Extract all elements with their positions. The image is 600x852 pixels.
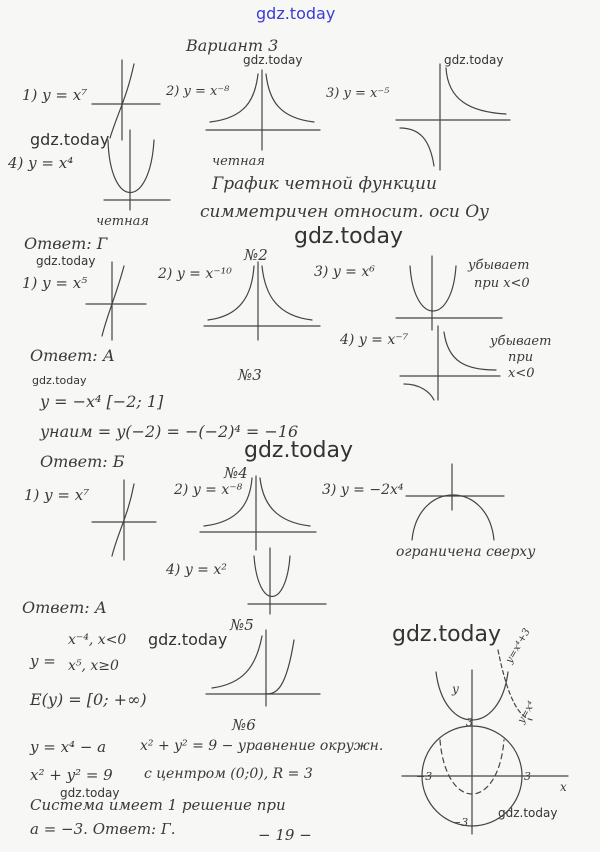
task4-formula-3: 3) y = −2x⁴ [322, 482, 404, 498]
watermark-top: gdz.today [256, 4, 336, 23]
task4-formula-4: 4) y = x² [166, 562, 227, 578]
graph-curve-label: y=x⁴ [516, 699, 538, 726]
graph-x2 [248, 548, 326, 614]
watermark: gdz.today [244, 438, 354, 463]
task1-formula-3: 3) y = x⁻⁵ [326, 86, 390, 101]
task2-formula-1: 1) y = x⁵ [22, 274, 88, 292]
task1-formula-1: 1) y = x⁷ [22, 86, 88, 104]
watermark: gdz.today [294, 224, 404, 249]
task1-note: симметричен относит. оси Oy [200, 202, 489, 222]
task6-equation: x² + y² = 9 [30, 766, 113, 784]
task1-formula-4: 4) y = x⁴ [8, 154, 74, 172]
task2-decreasing-note: убывает [490, 334, 552, 349]
graph-x-minus-7 [400, 326, 500, 400]
task2-answer: Ответ: А [30, 346, 115, 365]
task6-circle-note: с центром (0;0), R = 3 [144, 766, 313, 782]
task6-conclusion: a = −3. Ответ: Г. [30, 820, 176, 838]
task2-formula-3: 3) y = x⁶ [314, 264, 375, 280]
task6-equation: y = x⁴ − a [30, 738, 107, 756]
page-number: − 19 − [258, 826, 312, 844]
task4-number: №4 [224, 464, 248, 482]
graph-minus-2x4 [406, 464, 504, 540]
watermark: gdz.today [444, 53, 504, 67]
watermark: gdz.today [60, 786, 120, 800]
graph-label: −3 [416, 770, 433, 783]
graph-curve-label: y=x⁴+3 [504, 626, 533, 666]
graph-x5 [86, 262, 146, 340]
task3-line: y = −x⁴ [−2; 1] [40, 392, 164, 411]
graph-x-minus-8-task4 [200, 476, 316, 550]
task1-even-label: четная [212, 154, 266, 169]
task1-formula-2: 2) y = x⁻⁸ [166, 84, 230, 99]
task6-conclusion: Система имеет 1 решение при [30, 796, 286, 814]
variant-title: Вариант 3 [186, 36, 279, 55]
watermark: gdz.today [36, 254, 96, 268]
task3-line: yнаим = y(−2) = −(−2)⁴ = −16 [40, 422, 299, 441]
graph-x-minus-8 [206, 70, 320, 150]
graph-label: −3 [452, 816, 469, 829]
task2-decreasing-note: при [508, 350, 534, 365]
watermark: gdz.today [32, 374, 87, 387]
task5-y: y = [30, 652, 56, 670]
task2-decreasing-note: при x<0 [474, 276, 530, 291]
graph-x6 [396, 256, 502, 330]
graph-piecewise [206, 630, 320, 706]
graph-x-minus-10 [204, 262, 320, 340]
task4-bounded-note: ограничена сверху [396, 544, 536, 560]
task2-decreasing-note: убывает [468, 258, 530, 273]
task5-case: x⁻⁴, x<0 [68, 632, 127, 648]
task6-circle-note: x² + y² = 9 − уравнение окружн. [140, 738, 384, 754]
task5-range: E(y) = [0; +∞) [30, 690, 147, 709]
task5-number: №5 [230, 616, 254, 634]
graph-circle-system [402, 650, 568, 834]
graph-axis-label: x [560, 780, 567, 794]
task4-formula-1: 1) y = x⁷ [24, 486, 90, 504]
graph-x7 [92, 60, 160, 140]
task4-answer: Ответ: А [22, 598, 107, 617]
graph-x7-task4 [92, 480, 156, 560]
task2-formula-2: 2) y = x⁻¹⁰ [158, 266, 232, 282]
graph-label: 3 [466, 716, 473, 729]
task1-answer: Ответ: Г [24, 234, 108, 253]
watermark: gdz.today [392, 622, 502, 647]
graph-axis-label: y [452, 682, 459, 696]
watermark: gdz.today [243, 53, 303, 67]
graph-x4 [104, 130, 170, 210]
task2-formula-4: 4) y = x⁻⁷ [340, 332, 409, 348]
task4-formula-2: 2) y = x⁻⁸ [174, 482, 243, 498]
task2-number: №2 [244, 246, 268, 264]
task1-even-label: четная [96, 214, 150, 229]
task3-answer: Ответ: Б [40, 452, 125, 471]
watermark: gdz.today [30, 130, 110, 149]
graph-x-minus-5 [396, 64, 510, 170]
graph-label: 3 [524, 770, 531, 783]
task6-number: №6 [232, 716, 256, 734]
task3-number: №3 [238, 366, 262, 384]
task2-decreasing-note: x<0 [508, 366, 535, 381]
task1-note: График четной функции [212, 174, 437, 194]
watermark: gdz.today [148, 630, 228, 649]
task5-case: x⁵, x≥0 [68, 658, 119, 674]
watermark: gdz.today [498, 806, 558, 820]
